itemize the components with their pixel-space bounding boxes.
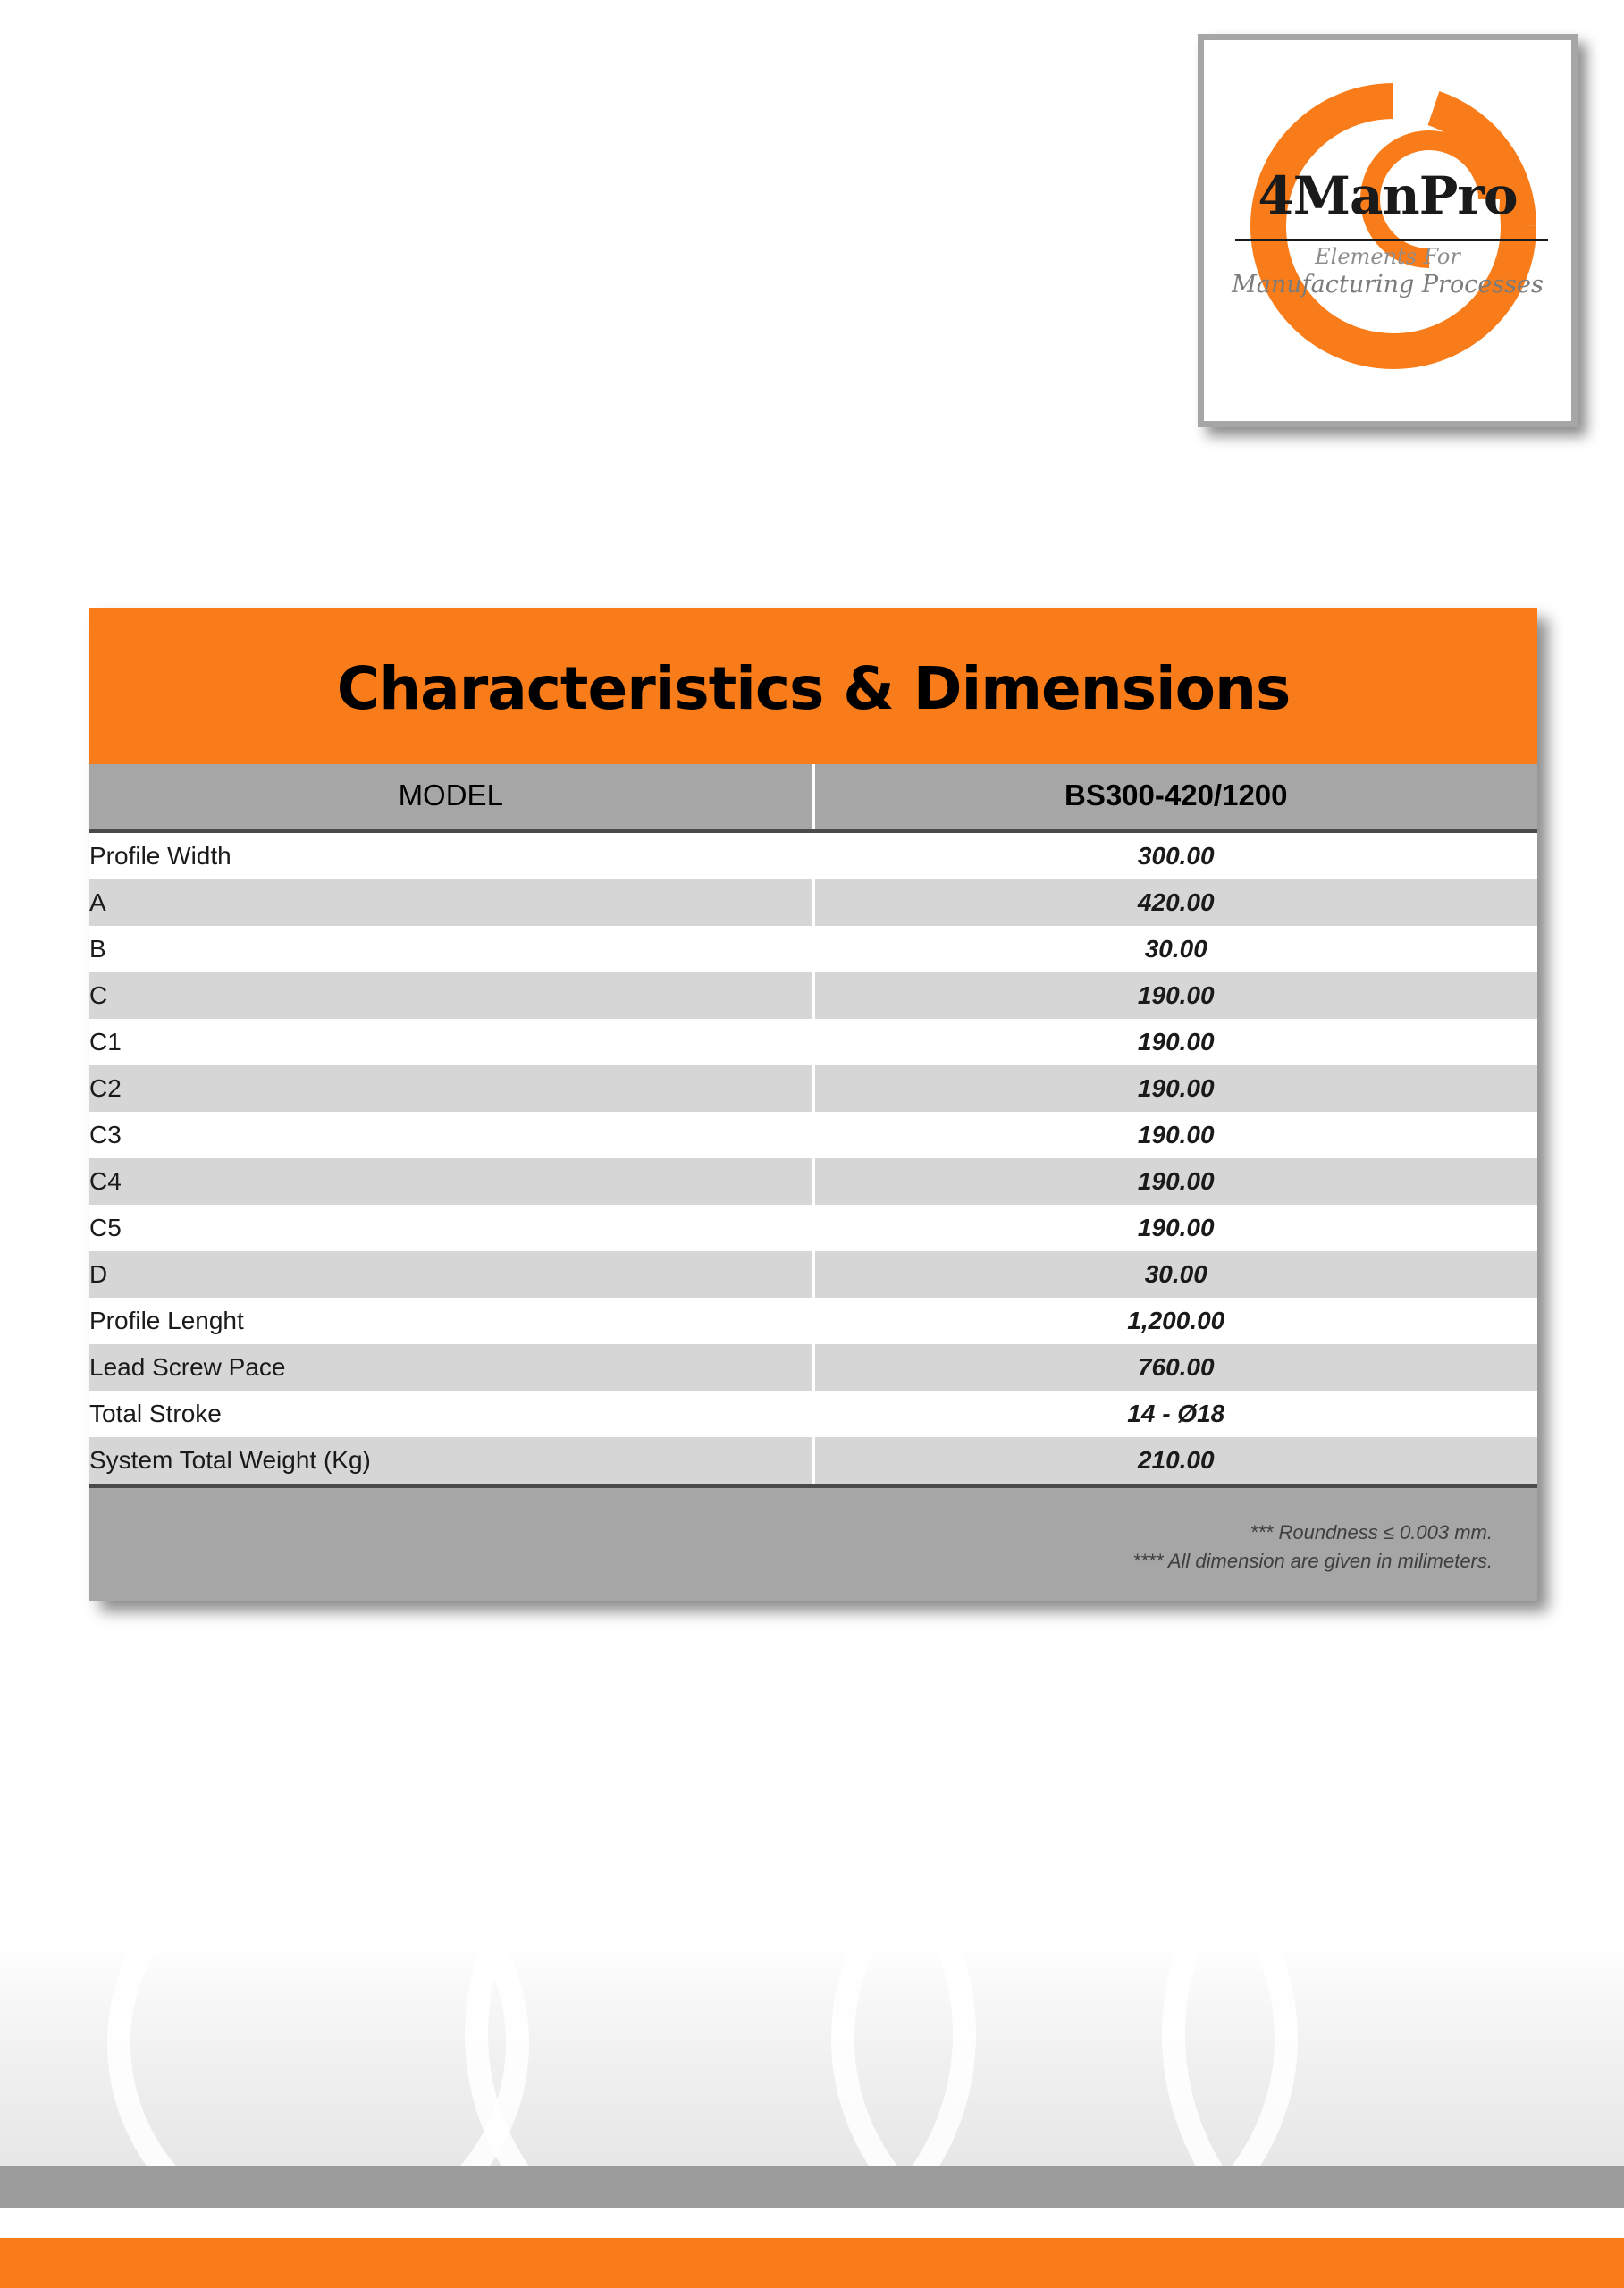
footer-bar-gray bbox=[0, 2166, 1624, 2209]
column-header-model: MODEL bbox=[89, 764, 813, 831]
table-row bbox=[89, 1344, 1537, 1391]
row-label: C4 bbox=[89, 1158, 813, 1205]
row-value: 30.00 bbox=[813, 1251, 1537, 1298]
table-row bbox=[89, 879, 1537, 926]
row-label: Total Stroke bbox=[89, 1391, 813, 1437]
logo-divider-rule bbox=[1235, 239, 1548, 241]
row-value: 190.00 bbox=[813, 1205, 1537, 1251]
table-row bbox=[89, 1205, 1537, 1251]
row-value: 190.00 bbox=[813, 1112, 1537, 1158]
table-row bbox=[89, 1112, 1537, 1158]
logo-circle-swirl-icon bbox=[1222, 67, 1566, 389]
row-label: D bbox=[89, 1251, 813, 1298]
table-body bbox=[89, 831, 1537, 1486]
logo-tagline-line2: Manufacturing Processes bbox=[1232, 271, 1544, 299]
row-label: C2 bbox=[89, 1065, 813, 1112]
row-label: C1 bbox=[89, 1019, 813, 1065]
page-bottom-decoration bbox=[0, 1939, 1624, 2288]
table-row bbox=[89, 1437, 1537, 1486]
row-value: 190.00 bbox=[813, 972, 1537, 1019]
column-header-model-value: BS300-420/1200 bbox=[813, 764, 1537, 831]
card-footer bbox=[89, 1488, 1537, 1601]
table-header-row bbox=[89, 764, 1537, 831]
row-value: 210.00 bbox=[813, 1437, 1537, 1486]
row-value: 14 - Ø18 bbox=[813, 1391, 1537, 1437]
table-row bbox=[89, 831, 1537, 880]
specification-table bbox=[89, 764, 1537, 1488]
specification-card bbox=[89, 608, 1537, 1601]
footnote-roundness: *** Roundness ≤ 0.003 mm. bbox=[1250, 1521, 1493, 1544]
logo-tagline-line1: Elements For bbox=[1315, 244, 1460, 269]
row-value: 30.00 bbox=[813, 926, 1537, 972]
row-label: Lead Screw Pace bbox=[89, 1344, 813, 1391]
row-label: C3 bbox=[89, 1112, 813, 1158]
table-row bbox=[89, 972, 1537, 1019]
table-row bbox=[89, 1158, 1537, 1205]
logo-wordmark: 4ManPro bbox=[1258, 165, 1518, 226]
row-label: B bbox=[89, 926, 813, 972]
row-label: C5 bbox=[89, 1205, 813, 1251]
company-logo-box bbox=[1198, 34, 1578, 427]
row-value: 420.00 bbox=[813, 879, 1537, 926]
table-row bbox=[89, 1391, 1537, 1437]
card-title: Characteristics & Dimensions bbox=[89, 608, 1537, 764]
row-value: 190.00 bbox=[813, 1158, 1537, 1205]
table-row bbox=[89, 1298, 1537, 1344]
table-row bbox=[89, 926, 1537, 972]
row-value: 760.00 bbox=[813, 1344, 1537, 1391]
row-label: Profile Lenght bbox=[89, 1298, 813, 1344]
footer-bar-orange bbox=[0, 2238, 1624, 2288]
logo-inner bbox=[1204, 40, 1571, 421]
row-label: C bbox=[89, 972, 813, 1019]
row-value: 190.00 bbox=[813, 1019, 1537, 1065]
row-label: Profile Width bbox=[89, 831, 813, 880]
footnote-units: **** All dimension are given in milimeters. bbox=[1132, 1549, 1493, 1572]
row-value: 300.00 bbox=[813, 831, 1537, 880]
row-value: 190.00 bbox=[813, 1065, 1537, 1112]
table-row bbox=[89, 1019, 1537, 1065]
table-row bbox=[89, 1065, 1537, 1112]
footer-bar-white bbox=[0, 2208, 1624, 2238]
row-value: 1,200.00 bbox=[813, 1298, 1537, 1344]
row-label: A bbox=[89, 879, 813, 926]
table-row bbox=[89, 1251, 1537, 1298]
row-label: System Total Weight (Kg) bbox=[89, 1437, 813, 1486]
